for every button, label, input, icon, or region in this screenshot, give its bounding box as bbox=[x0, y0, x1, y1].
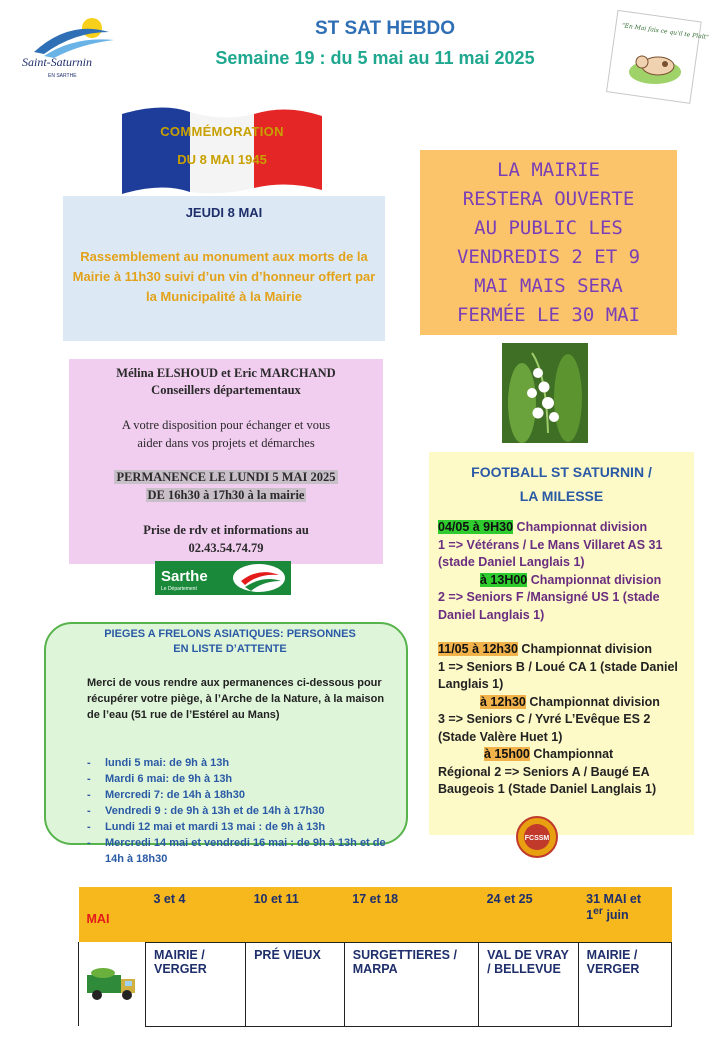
commemoration-title: COMMÉMORATION bbox=[160, 124, 284, 139]
match-text: Championnat division bbox=[527, 572, 662, 587]
conseillers-body-line: A votre disposition pour échanger et vous bbox=[121, 418, 331, 432]
collecte-table bbox=[78, 887, 672, 1027]
match-date-highlight: 04/05 à 9H30 bbox=[438, 520, 514, 534]
permanence-line: PERMANENCE LE LUNDI 5 MAI 2025 bbox=[116, 470, 336, 484]
frelons-intro: Merci de vous rendre aux permanences ci-dessous pour récupérer votre piège, à l’Arche de la Nature, à la maison de l’eau (51 rue de l’Estérel au Mans) bbox=[87, 677, 385, 721]
frelons-schedule-list bbox=[87, 755, 397, 867]
match-2 bbox=[438, 572, 692, 590]
match-text: Championnat bbox=[529, 747, 614, 761]
frelons-title bbox=[70, 627, 390, 657]
may-cow-illustration bbox=[610, 10, 710, 102]
permanence-line: DE 16h30 à 17h30 à la mairie bbox=[147, 488, 305, 502]
list-item: - Mercredi 7: de 14h à 18h30 bbox=[87, 787, 397, 803]
last-date-line: 31 MAI et bbox=[586, 892, 642, 906]
place-cell: MAIRIE / VERGER bbox=[578, 942, 671, 1026]
date-cell: 10 et 11 bbox=[246, 887, 345, 942]
frelons-title-line: PIEGES A FRELONS ASIATIQUES: PERSONNES bbox=[104, 628, 356, 640]
match-detail: 1 => Seniors B / Loué CA 1 (stade Daniel Langlais 1) bbox=[438, 659, 678, 691]
french-flag-image bbox=[122, 96, 322, 194]
match-4 bbox=[438, 694, 692, 712]
last-date-day: 1 bbox=[586, 908, 594, 923]
rdv-phone: 02.43.54.74.79 bbox=[188, 541, 264, 555]
page-title: ST SAT HEBDO bbox=[314, 18, 456, 39]
match-detail: 3 => Seniors C / Yvré L’Evêque ES 2 (Stade Valère Huet 1) bbox=[438, 712, 651, 744]
mairie-line: MAI MAIS SERA bbox=[474, 275, 623, 297]
list-item: - lundi 5 mai: de 9h à 13h bbox=[87, 755, 397, 771]
date-cell: 17 et 18 bbox=[344, 887, 478, 942]
date-cell: 3 et 4 bbox=[146, 887, 246, 942]
table-row bbox=[79, 942, 672, 1026]
match-date-highlight: 11/05 à 12h30 bbox=[438, 642, 518, 656]
fcssm-logo-text: FCSSM bbox=[524, 835, 550, 842]
football-schedule bbox=[438, 519, 692, 799]
logo-left-text: Saint-Saturnin bbox=[22, 55, 93, 69]
match-1 bbox=[438, 519, 692, 537]
match-detail: Régional 2 => Seniors A / Baugé EA Baugeois 1 (Stade Daniel Langlais 1) bbox=[438, 764, 657, 796]
logo-left-sub: EN SARTHE bbox=[48, 73, 77, 79]
match-detail: 2 => Seniors F /Mansigné US 1 (stade Daniel Langlais 1) bbox=[438, 590, 660, 622]
table-row bbox=[79, 887, 672, 942]
football-title-line: FOOTBALL ST SATURNIN / bbox=[471, 464, 652, 480]
match-time-highlight: à 12h30 bbox=[480, 694, 526, 709]
mairie-line: RESTERA OUVERTE bbox=[462, 188, 635, 210]
month-cell: MAI bbox=[79, 887, 146, 942]
date-cell: 24 et 25 bbox=[479, 887, 579, 942]
match-detail: 1 => Vétérans / Le Mans Villaret AS 31 (stade Daniel Langlais 1) bbox=[438, 537, 663, 569]
last-date-month: juin bbox=[602, 908, 629, 923]
jeudi-title: JEUDI 8 MAI bbox=[185, 205, 263, 220]
last-date-sup: er bbox=[593, 906, 603, 917]
match-3 bbox=[438, 641, 692, 659]
frelons-title-line: EN LISTE D’ATTENTE bbox=[173, 643, 287, 655]
list-item: - Vendredi 9 : de 9h à 13h et de 14h à 17h30 bbox=[87, 803, 397, 819]
mairie-notice-text bbox=[424, 156, 673, 330]
lily-of-the-valley-image bbox=[502, 343, 588, 443]
logo-right-text: "En Mai fais ce qu'il te Plaît" bbox=[621, 22, 710, 42]
place-cell: SURGETTIERES / MARPA bbox=[344, 942, 478, 1026]
jeudi-body: Rassemblement au monument aux morts de la Mairie à 11h30 suivi d’un vin d’honneur offert par la Municipalité à la Mairie bbox=[72, 249, 376, 304]
sarthe-logo-sub: Le Département bbox=[161, 586, 197, 592]
sarthe-departement-logo bbox=[155, 561, 291, 595]
match-text: Championnat division bbox=[517, 642, 652, 656]
place-cell: PRÉ VIEUX bbox=[246, 942, 345, 1026]
commemoration-date: DU 8 MAI 1945 bbox=[177, 152, 267, 167]
match-time-highlight: à 15h00 bbox=[484, 747, 530, 761]
football-title-line: LA MILESSE bbox=[519, 488, 604, 504]
mairie-line: LA MAIRIE bbox=[497, 159, 600, 181]
sarthe-logo-text: Sarthe bbox=[161, 568, 208, 585]
saint-saturnin-logo bbox=[14, 10, 124, 80]
page-subtitle: Semaine 19 : du 5 mai au 11 mai 2025 bbox=[215, 48, 535, 68]
list-item: - Lundi 12 mai et mardi 13 mai : de 9h à 13h bbox=[87, 819, 397, 835]
conseillers-body-line: aider dans vos projets et démarches bbox=[137, 436, 315, 450]
match-time-highlight: à 13H00 bbox=[480, 572, 528, 587]
mairie-line: VENDREDIS 2 ET 9 bbox=[456, 246, 641, 268]
match-text: Championnat division bbox=[513, 520, 648, 534]
fcssm-club-logo bbox=[516, 816, 558, 858]
truck-cell bbox=[79, 942, 146, 1026]
place-cell: VAL DE VRAY / BELLEVUE bbox=[479, 942, 579, 1026]
conseillers-names: Mélina ELSHOUD et Eric MARCHAND bbox=[116, 366, 336, 380]
rdv-line: Prise de rdv et informations au bbox=[143, 523, 309, 537]
mairie-line: AU PUBLIC LES bbox=[474, 217, 623, 239]
football-title bbox=[429, 460, 694, 508]
truck-icon bbox=[83, 963, 141, 1003]
date-cell-last bbox=[578, 887, 671, 942]
mairie-line: FERMÉE LE 30 MAI bbox=[456, 304, 641, 326]
place-cell: MAIRIE / VERGER bbox=[146, 942, 246, 1026]
list-item: - Mercredi 14 mai et vendredi 16 mai : de 9h à 13h et de 14h à 18h30 bbox=[87, 835, 397, 867]
match-5 bbox=[438, 746, 692, 764]
list-item: - Mardi 6 mai: de 9h à 13h bbox=[87, 771, 397, 787]
conseillers-role: Conseillers départementaux bbox=[151, 383, 301, 397]
match-text: Championnat division bbox=[525, 694, 660, 709]
